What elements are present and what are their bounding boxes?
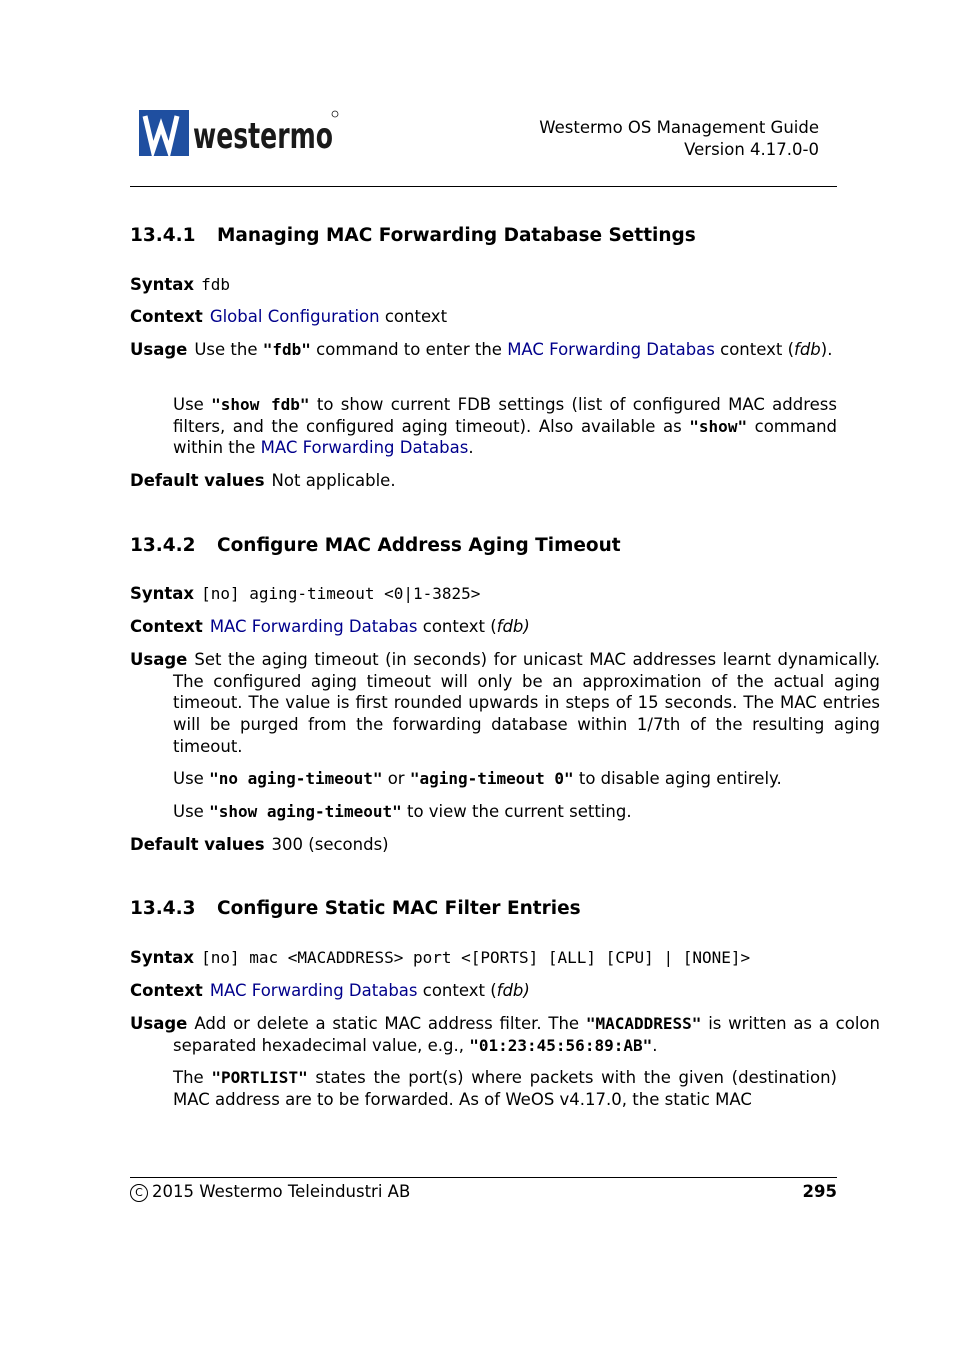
command-aging-timeout-0: "aging-timeout 0" (409, 769, 574, 788)
copyright-text: 2015 Westermo Teleindustri AB (152, 1182, 411, 1201)
usage-text: to show current FDB settings (list of configured MAC address filters, and the configured aging timeout). Also available as (173, 395, 837, 436)
context-label: Context (130, 617, 203, 636)
usage-paragraph (130, 1013, 880, 1056)
default-values-row (130, 470, 837, 492)
syntax-row (130, 947, 837, 969)
usage-text: The (173, 1068, 212, 1087)
context-italic: fdb) (496, 981, 530, 1000)
usage-text: context ( (714, 340, 795, 359)
context-row (130, 980, 837, 1002)
usage-paragraph (130, 339, 880, 361)
page-number: 295 (802, 1182, 837, 1201)
usage-text: ). (820, 340, 833, 359)
section-number: 13.4.3 (130, 898, 196, 919)
command-no-aging-timeout: "no aging-timeout" (209, 769, 383, 788)
section-heading-13-4-3 (130, 898, 581, 919)
default-label: Default values (130, 835, 265, 854)
syntax-label: Syntax (130, 948, 195, 967)
command-show-aging-timeout: "show aging-timeout" (209, 802, 402, 821)
usage-text: Use (173, 395, 212, 414)
default-label: Default values (130, 471, 265, 490)
mac-fdb-link[interactable]: MAC Forwarding Databas (260, 438, 469, 458)
syntax-row (130, 583, 837, 605)
usage-text: is written as a colon separated hexadecimal value, e.g., (173, 1014, 880, 1055)
command-show-fdb: "show fdb" (211, 395, 310, 414)
usage-text: states the port(s) where packets with the given (destination) MAC address are to be forwarded. As of WeOS v4.17.0, the static MAC (173, 1068, 837, 1109)
usage-text: . (652, 1035, 658, 1055)
usage-text: or (382, 769, 410, 788)
default-value: 300 (seconds) (271, 835, 389, 854)
example-mac: "01:23:45:56:89:AB" (469, 1035, 653, 1055)
section-title: Configure MAC Address Aging Timeout (217, 535, 621, 556)
context-label: Context (130, 307, 203, 326)
usage-italic: fdb (794, 340, 821, 359)
default-values-row (130, 834, 837, 856)
syntax-row (130, 274, 837, 296)
usage-paragraph-2 (173, 1067, 837, 1110)
syntax-label: Syntax (130, 275, 195, 294)
context-row (130, 306, 837, 328)
section-title: Managing MAC Forwarding Database Settings (217, 225, 696, 246)
usage-paragraph-3 (173, 801, 837, 823)
logo-wordmark: westermo (193, 116, 333, 157)
section-number: 13.4.2 (130, 535, 196, 556)
usage-text: command to enter the (310, 340, 508, 359)
context-link[interactable]: Global Configuration (209, 307, 380, 326)
context-suffix: context ( (422, 981, 497, 1000)
westermo-logo (139, 108, 339, 158)
section-heading-13-4-2 (130, 535, 621, 556)
usage-text: . (468, 438, 474, 458)
usage-text: Use (173, 769, 210, 788)
usage-text: to disable aging entirely. (573, 769, 782, 788)
param-portlist: "PORTLIST" (211, 1068, 308, 1087)
usage-paragraph-2 (173, 394, 837, 459)
param-macaddress: "MACADDRESS" (585, 1014, 702, 1033)
usage-label: Usage (130, 340, 188, 359)
guide-version: Version 4.17.0-0 (684, 140, 819, 159)
section-title: Configure Static MAC Filter Entries (217, 898, 581, 919)
command-fdb: "fdb" (262, 340, 311, 359)
context-italic: fdb) (496, 617, 530, 636)
usage-text: command within the (173, 416, 837, 458)
usage-text: Use the (194, 340, 263, 359)
copyright (130, 1182, 410, 1202)
context-label: Context (130, 981, 203, 1000)
command-show: "show" (689, 416, 748, 436)
usage-text: to view the current setting. (401, 802, 632, 821)
copyright-icon: C (130, 1184, 148, 1202)
context-link[interactable]: MAC Forwarding Databas (209, 981, 418, 1000)
document-header (539, 117, 819, 161)
syntax-value: [no] aging-timeout <0|1-3825> (201, 584, 481, 603)
context-link[interactable]: MAC Forwarding Databas (209, 617, 418, 636)
default-value: Not applicable. (271, 471, 396, 490)
header-divider (130, 186, 837, 187)
usage-text: Set the aging timeout (in seconds) for unicast MAC addresses learnt dynamically. The configured aging timeout will only be an approximation of the actual aging timeout. The value is first rounded upwards in steps of 15 seconds. The MAC entries will be purged from the forwarding database within 1/7th of the resulting aging timeout. (173, 650, 880, 756)
usage-text: Use (173, 802, 210, 821)
usage-label: Usage (130, 1014, 188, 1033)
syntax-value: fdb (201, 275, 230, 294)
usage-text: Add or delete a static MAC address filter. The (194, 1014, 586, 1033)
footer-divider (130, 1177, 837, 1178)
mac-fdb-link[interactable]: MAC Forwarding Databas (507, 340, 715, 359)
usage-label: Usage (130, 650, 188, 669)
context-row (130, 616, 837, 638)
section-number: 13.4.1 (130, 225, 196, 246)
section-heading-13-4-1 (130, 225, 696, 246)
usage-paragraph (130, 649, 880, 758)
syntax-label: Syntax (130, 584, 195, 603)
guide-title: Westermo OS Management Guide (539, 118, 819, 137)
context-suffix: context ( (422, 617, 497, 636)
context-suffix: context (384, 307, 448, 326)
usage-paragraph-2 (173, 768, 837, 790)
syntax-value: [no] mac <MACADDRESS> port <[PORTS] [ALL] [CPU] | [NONE]> (201, 948, 751, 967)
